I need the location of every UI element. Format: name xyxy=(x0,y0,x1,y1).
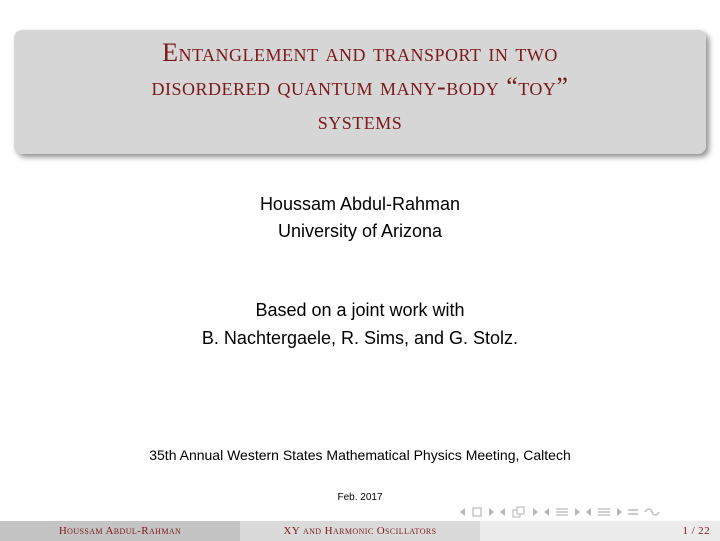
arrow-left-icon[interactable] xyxy=(586,508,592,516)
search-icon[interactable] xyxy=(644,507,660,517)
footer-short-title: XY and Harmonic Oscillators xyxy=(240,521,480,541)
arrow-left-icon[interactable] xyxy=(500,508,506,516)
joint-work-line-1: Based on a joint work with xyxy=(255,300,465,320)
navigation-bar xyxy=(460,505,660,519)
title-line-2: disordered quantum many-body “toy” xyxy=(151,72,569,101)
footer-bar xyxy=(0,521,720,541)
title-line-3: systems xyxy=(317,106,403,135)
frame-icon[interactable] xyxy=(472,507,482,517)
arrow-right-icon[interactable] xyxy=(532,508,538,516)
arrow-right-icon[interactable] xyxy=(574,508,580,516)
joint-work-line-2: B. Nachtergaele, R. Sims, and G. Stolz. xyxy=(201,328,519,348)
align-icon[interactable] xyxy=(628,507,638,517)
affiliation: University of Arizona xyxy=(277,221,443,241)
subsection-icon[interactable] xyxy=(512,506,526,518)
section-icon[interactable] xyxy=(556,507,568,517)
arrow-left-icon[interactable] xyxy=(544,508,550,516)
slide-title xyxy=(14,36,706,138)
meeting-name: 35th Annual Western States Mathematical Physics Meeting, Caltech xyxy=(149,447,571,463)
arrow-right-icon[interactable] xyxy=(488,508,494,516)
title-line-1: Entanglement and transport in two xyxy=(162,38,558,67)
page-number: 1 / 22 xyxy=(480,521,720,541)
arrow-right-icon[interactable] xyxy=(616,508,622,516)
arrow-left-icon[interactable] xyxy=(460,508,466,516)
date: Feb. 2017 xyxy=(337,492,383,503)
author-name: Houssam Abdul-Rahman xyxy=(259,194,461,214)
list-icon[interactable] xyxy=(598,507,610,517)
footer-author: Houssam Abdul-Rahman xyxy=(0,521,240,541)
